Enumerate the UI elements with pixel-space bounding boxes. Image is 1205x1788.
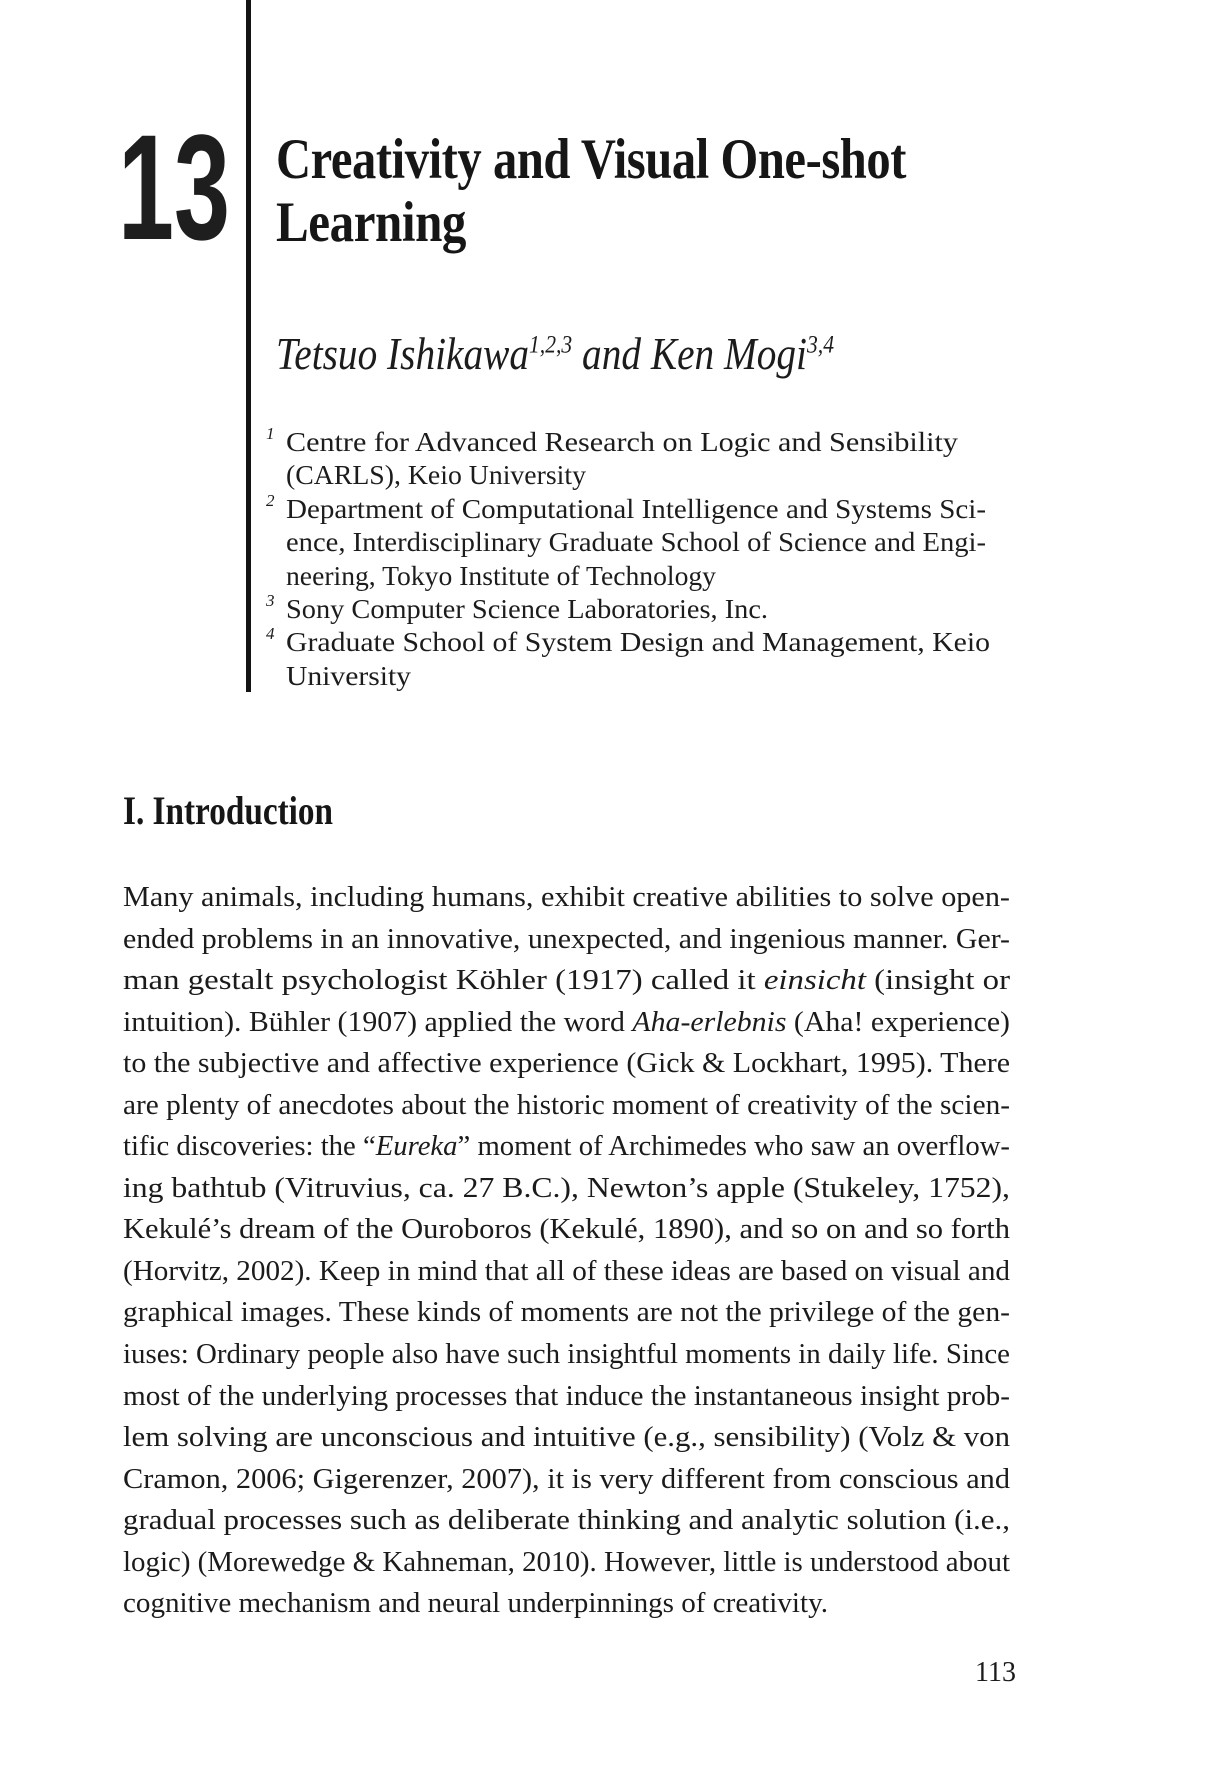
section-heading: I. Introduction [123, 788, 333, 833]
text-run: ing bathtub (Vitruvius, ca. 27 B.C.), Newton’s apple (Stukeley, 1752), [123, 1172, 1010, 1204]
author-superscript-2: 3,4 [806, 330, 834, 359]
affiliation-line [286, 660, 947, 693]
paragraph-line [123, 1002, 1023, 1044]
text-run: (Horvitz, 2002). Keep in mind that all of these ideas are based on visual and [123, 1255, 1010, 1287]
paragraph-line-text [123, 1126, 1010, 1168]
paragraph-line-text [123, 1583, 828, 1625]
text-run: cognitive mechanism and neural underpinnings of creativity. [123, 1588, 828, 1620]
text-run: to the subjective and affective experience (Gick & Lockhart, 1995). There [123, 1048, 1011, 1080]
paragraph-line [123, 960, 1023, 1002]
author-name-1: Tetsuo Ishikawa [276, 328, 529, 379]
paragraph-line-text [123, 1500, 1010, 1542]
affiliation-text: Department of Computational Intelligence and Systems Sci- [286, 493, 986, 524]
text-run: intuition). Bühler (1907) applied the word [123, 1006, 633, 1038]
paragraph-line-text [123, 1002, 1010, 1044]
paragraph-line [123, 1417, 1023, 1459]
author-superscript-1: 1,2,3 [528, 330, 573, 359]
paragraph-line [123, 1459, 1023, 1501]
text-run: man gestalt psychologist Köhler (1917) called it [123, 965, 764, 997]
text-run: tific discoveries: the “ [123, 1131, 376, 1163]
affiliation-line [286, 526, 986, 559]
paragraph-line-text [123, 1417, 1010, 1459]
paragraph-line [123, 1334, 1023, 1376]
text-run: Kekulé’s dream of the Ouroboros (Kekulé, 1890), and so on and so forth [123, 1214, 1011, 1246]
affiliation-text: Graduate School of System Design and Management, Keio [286, 627, 990, 658]
text-run: (insight or [865, 965, 1010, 997]
affiliation-text: ence, Interdisciplinary Graduate School of Science and Engi- [286, 527, 986, 558]
paragraph-line-text [123, 1043, 1010, 1085]
chapter-title-line: Learning [276, 191, 466, 254]
italic-term: Eureka [375, 1131, 458, 1163]
author-line-text [276, 328, 834, 380]
chapter-number: 13 [118, 103, 230, 271]
affiliation-text: neering, Tokyo Institute of Technology [286, 560, 716, 591]
chapter-title [276, 128, 1205, 254]
affiliation-text: Centre for Advanced Research on Logic and Sensibility [286, 427, 958, 457]
affiliations [266, 424, 990, 693]
text-run: ended problems in an innovative, unexpected, and ingenious manner. Ger- [123, 923, 1010, 955]
text-run: iuses: Ordinary people also have such insightful moments in daily life. Since [123, 1339, 1010, 1371]
affiliation-marker: 2 [266, 490, 275, 510]
paragraph-line [123, 1168, 1023, 1210]
paragraph-line-text [123, 1209, 1010, 1251]
affiliation-text: Sony Computer Science Laboratories, Inc. [286, 594, 768, 625]
paragraph-line [123, 1292, 1023, 1334]
paragraph-line-text [123, 1542, 1010, 1584]
italic-term: einsicht [763, 965, 866, 997]
text-run: most of the underlying processes that induce the instantaneous insight prob- [123, 1380, 1010, 1412]
paragraph-line-text [123, 960, 1010, 1002]
paragraph-line-text [123, 1251, 1010, 1293]
paragraph-line [123, 1500, 1023, 1542]
paragraph-line [123, 1376, 1023, 1418]
affiliation-line [286, 560, 947, 593]
paragraph-line-text [123, 1292, 1010, 1334]
affiliation-line [266, 424, 958, 459]
affiliation-marker: 3 [266, 591, 275, 611]
text-run: logic) (Morewedge & Kahneman, 2010). However, little is understood about [123, 1546, 1010, 1578]
italic-term: Aha-erlebnis [632, 1006, 787, 1038]
text-run: Many animals, including humans, exhibit creative abilities to solve open- [123, 882, 1010, 913]
affiliation-marker: 4 [266, 624, 275, 644]
paragraph-line-text [123, 1459, 1010, 1501]
chapter-divider-bar [246, 0, 251, 692]
page-number: 113 [975, 1657, 1016, 1688]
author-name-2: and Ken Mogi [572, 328, 807, 379]
paragraph-line [123, 1542, 1023, 1584]
text-run: are plenty of anecdotes about the historic moment of creativity of the scien- [123, 1089, 1010, 1121]
affiliation-text: University [286, 660, 411, 691]
paragraph-line [123, 1043, 1023, 1085]
intro-paragraph [123, 877, 1023, 1625]
affiliation-line [266, 624, 990, 659]
paragraph-line [123, 1085, 1023, 1127]
text-run: gradual processes such as deliberate thinking and analytic solution (i.e., [123, 1505, 1011, 1537]
paragraph-line [123, 1126, 1023, 1168]
text-run: Cramon, 2006; Gigerenzer, 2007), it is very different from conscious and [123, 1463, 1010, 1495]
paragraph-line-text [123, 1085, 1010, 1127]
paragraph-line [123, 1209, 1023, 1251]
paragraph-line [123, 1583, 1023, 1625]
affiliation-line [266, 490, 986, 526]
paragraph-line [123, 877, 1023, 919]
affiliation-text: (CARLS), Keio University [286, 460, 586, 491]
affiliation-marker: 1 [266, 424, 275, 443]
paragraph-line-text [123, 919, 1010, 961]
paragraph-line-text [123, 877, 1010, 919]
author-line [276, 328, 929, 380]
affiliation-line [266, 591, 947, 626]
paragraph-line [123, 1251, 1023, 1293]
chapter-title-line: Creativity and Visual One-shot [276, 128, 906, 191]
affiliation-line [286, 459, 947, 492]
text-run: lem solving are unconscious and intuitive (e.g., sensibility) (Volz & von [123, 1422, 1010, 1454]
paragraph-line-text [123, 1376, 1010, 1418]
text-run: ” moment of Archimedes who saw an overflow- [457, 1131, 1011, 1163]
paragraph-line-text [123, 1168, 1010, 1210]
paragraph-line-text [123, 1334, 1010, 1376]
paragraph-line [123, 919, 1023, 961]
text-run: graphical images. These kinds of moments are not the privilege of the gen- [123, 1297, 1011, 1329]
text-run: (Aha! experience) [786, 1006, 1010, 1038]
